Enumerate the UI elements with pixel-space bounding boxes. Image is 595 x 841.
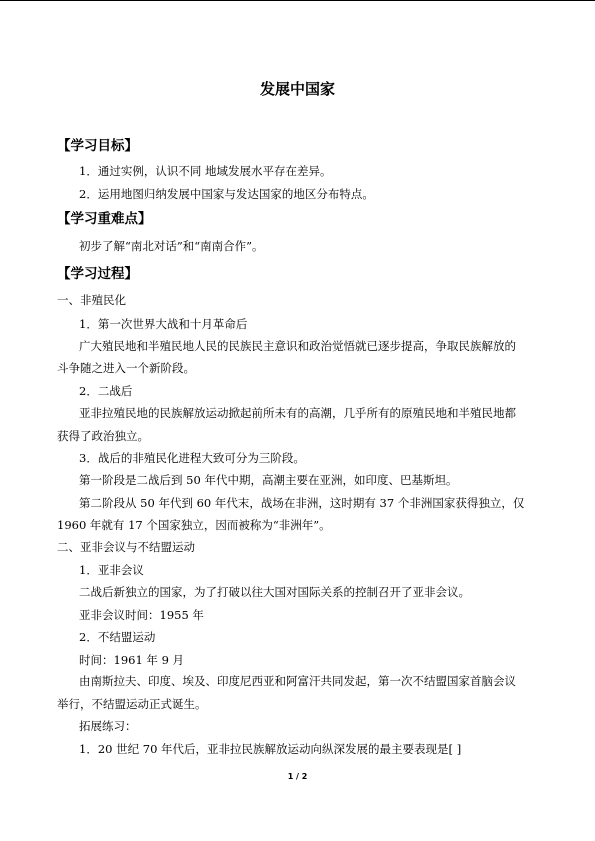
paragraph-line: 举行，不结盟运动正式诞生。 bbox=[57, 697, 207, 711]
paragraph-line: 广大殖民地和半殖民地人民的民族民主意识和政治觉悟就已逐步提高，争取民族解放的 bbox=[79, 339, 516, 353]
paragraph-line: 1960 年就有 17 个国家独立，因而被称为“非洲年”。 bbox=[57, 518, 331, 532]
paragraph-line: 时间：1961 年 9 月 bbox=[79, 653, 185, 667]
page-number: 1 / 2 bbox=[287, 772, 308, 781]
subheading-non-aligned: 2．不结盟运动 bbox=[79, 630, 156, 644]
heading-learning-process: 【学习过程】 bbox=[57, 266, 138, 282]
document-title: 发展中国家 bbox=[259, 80, 335, 98]
heading-learning-goals: 【学习目标】 bbox=[57, 138, 138, 154]
heading-key-points: 【学习重难点】 bbox=[57, 211, 152, 227]
goal-item-2: 2．运用地图归纳发展中国家与发达国家的地区分布特点。 bbox=[79, 187, 374, 201]
paragraph-line: 获得了政治独立。 bbox=[57, 429, 149, 443]
key-points-text: 初步了解“南北对话”和“南南合作”。 bbox=[79, 239, 264, 253]
subheading-exercise: 拓展练习： bbox=[79, 719, 137, 733]
paragraph-line: 亚非会议时间：1955 年 bbox=[79, 608, 204, 622]
subheading-ww1: 1．第一次世界大战和十月革命后 bbox=[79, 317, 248, 331]
section-heading-bandung: 二、亚非会议与不结盟运动 bbox=[57, 540, 195, 554]
exercise-question-1: 1．20 世纪 70 年代后，亚非拉民族解放运动向纵深发展的最主要表现是[ ] bbox=[79, 742, 462, 756]
paragraph-line: 第二阶段从 50 年代到 60 年代末，战场在非洲，这时期有 37 个非洲国家获得独立，仅 bbox=[79, 496, 525, 510]
section-heading-decolonization: 一、非殖民化 bbox=[57, 293, 126, 307]
paragraph-line: 斗争随之进入一个新阶段。 bbox=[57, 361, 195, 375]
paragraph-line: 亚非拉殖民地的民族解放运动掀起前所未有的高潮，几乎所有的原殖民地和半殖民地都 bbox=[79, 406, 516, 420]
goal-item-1: 1．通过实例，认识不同 地域发展水平存在差异。 bbox=[79, 164, 332, 178]
paragraph-line: 由南斯拉夫、印度、埃及、印度尼西亚和阿富汗共同发起，第一次不结盟国家首脑会议 bbox=[79, 674, 516, 688]
paragraph-line: 二战后新独立的国家，为了打破以往大国对国际关系的控制召开了亚非会议。 bbox=[79, 585, 470, 599]
paragraph-line: 第一阶段是二战后到 50 年代中期，高潮主要在亚洲，如印度、巴基斯坦。 bbox=[79, 473, 458, 487]
subheading-asia-africa: 1．亚非会议 bbox=[79, 563, 144, 577]
subheading-postwar: 2．二战后 bbox=[79, 384, 133, 398]
subheading-three-stages: 3．战后的非殖民化进程大致可分为三阶段。 bbox=[79, 451, 305, 465]
